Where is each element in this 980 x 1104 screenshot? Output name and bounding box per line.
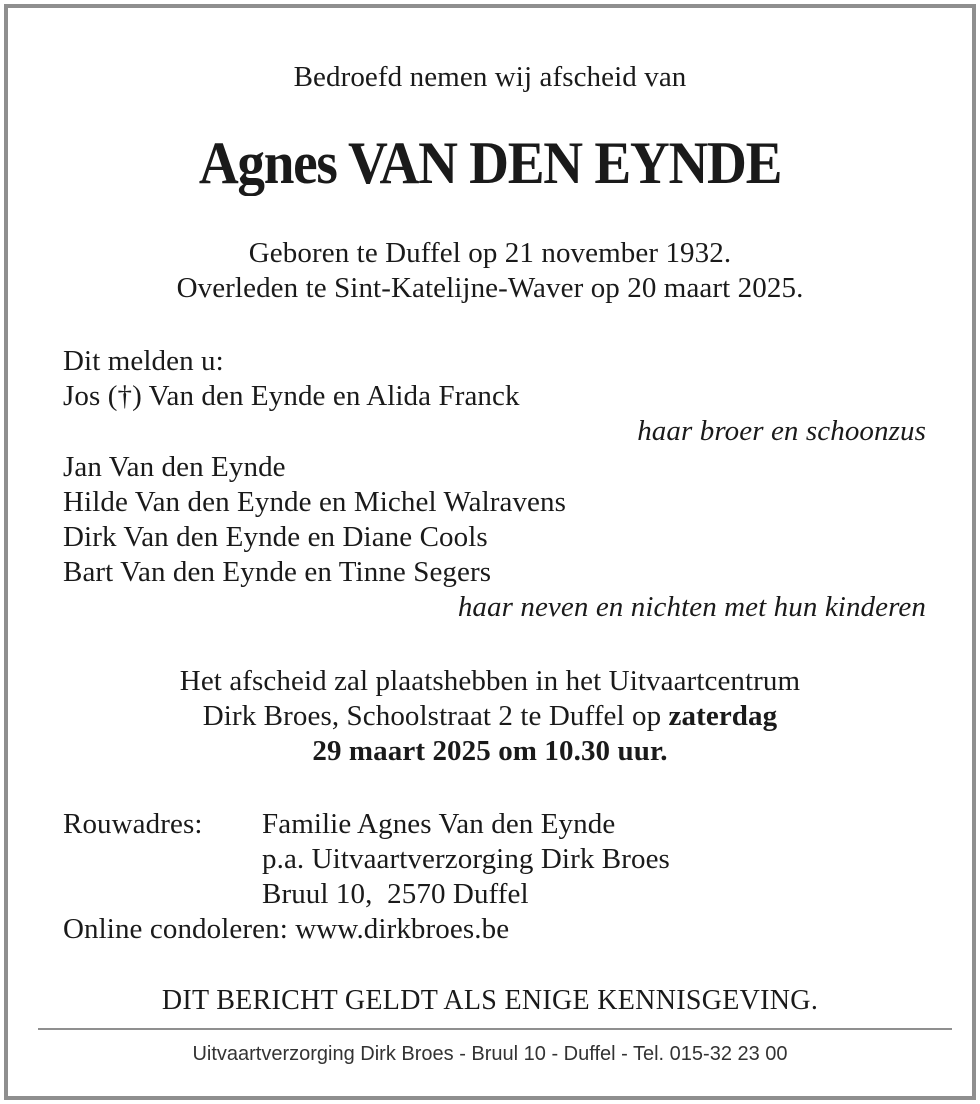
ceremony-line: Het afscheid zal plaatshebben in het Uitvaartcentrum (179, 665, 801, 697)
final-notice: DIT BERICHT GELDT ALS ENIGE KENNISGEVING. (161, 985, 819, 1016)
online-condolence: Online condoleren: www.dirkbroes.be (63, 913, 510, 945)
family-relation: haar neven en nichten met hun kinderen (457, 591, 926, 623)
address-line: Familie Agnes Van den Eynde (262, 808, 616, 840)
death-notice (4, 4, 976, 1100)
family-member: Dirk Van den Eynde en Diane Cools (63, 521, 488, 553)
deceased-name: Agnes VAN DEN EYNDE (198, 130, 782, 196)
address-label: Rouwadres: (63, 808, 203, 840)
family-intro: Dit melden u: (63, 345, 224, 377)
footer-text: Uitvaartverzorging Dirk Broes - Bruul 10 - Duffel - Tel. 015-32 23 00 (192, 1043, 788, 1065)
ceremony-day: zaterdag (668, 700, 778, 732)
address-line: Bruul 10, 2570 Duffel (262, 878, 529, 910)
intro-text: Bedroefd nemen wij afscheid van (293, 61, 687, 93)
ceremony-datetime: 29 maart 2025 om 10.30 uur. (312, 735, 668, 767)
family-relation: haar broer en schoonzus (637, 415, 926, 447)
family-member: Hilde Van den Eynde en Michel Walravens (63, 486, 567, 518)
ceremony-location: Dirk Broes, Schoolstraat 2 te Duffel op (202, 700, 669, 732)
family-member: Jos (†) Van den Eynde en Alida Franck (63, 380, 520, 412)
address-line: p.a. Uitvaartverzorging Dirk Broes (262, 843, 670, 875)
ceremony-line (8, 699, 972, 733)
family-member: Jan Van den Eynde (63, 451, 286, 483)
death-line: Overleden te Sint-Katelijne-Waver op 20 maart 2025. (176, 272, 804, 304)
footer-divider (38, 1028, 952, 1030)
family-member: Bart Van den Eynde en Tinne Segers (63, 556, 492, 588)
birth-line: Geboren te Duffel op 21 november 1932. (248, 237, 732, 269)
